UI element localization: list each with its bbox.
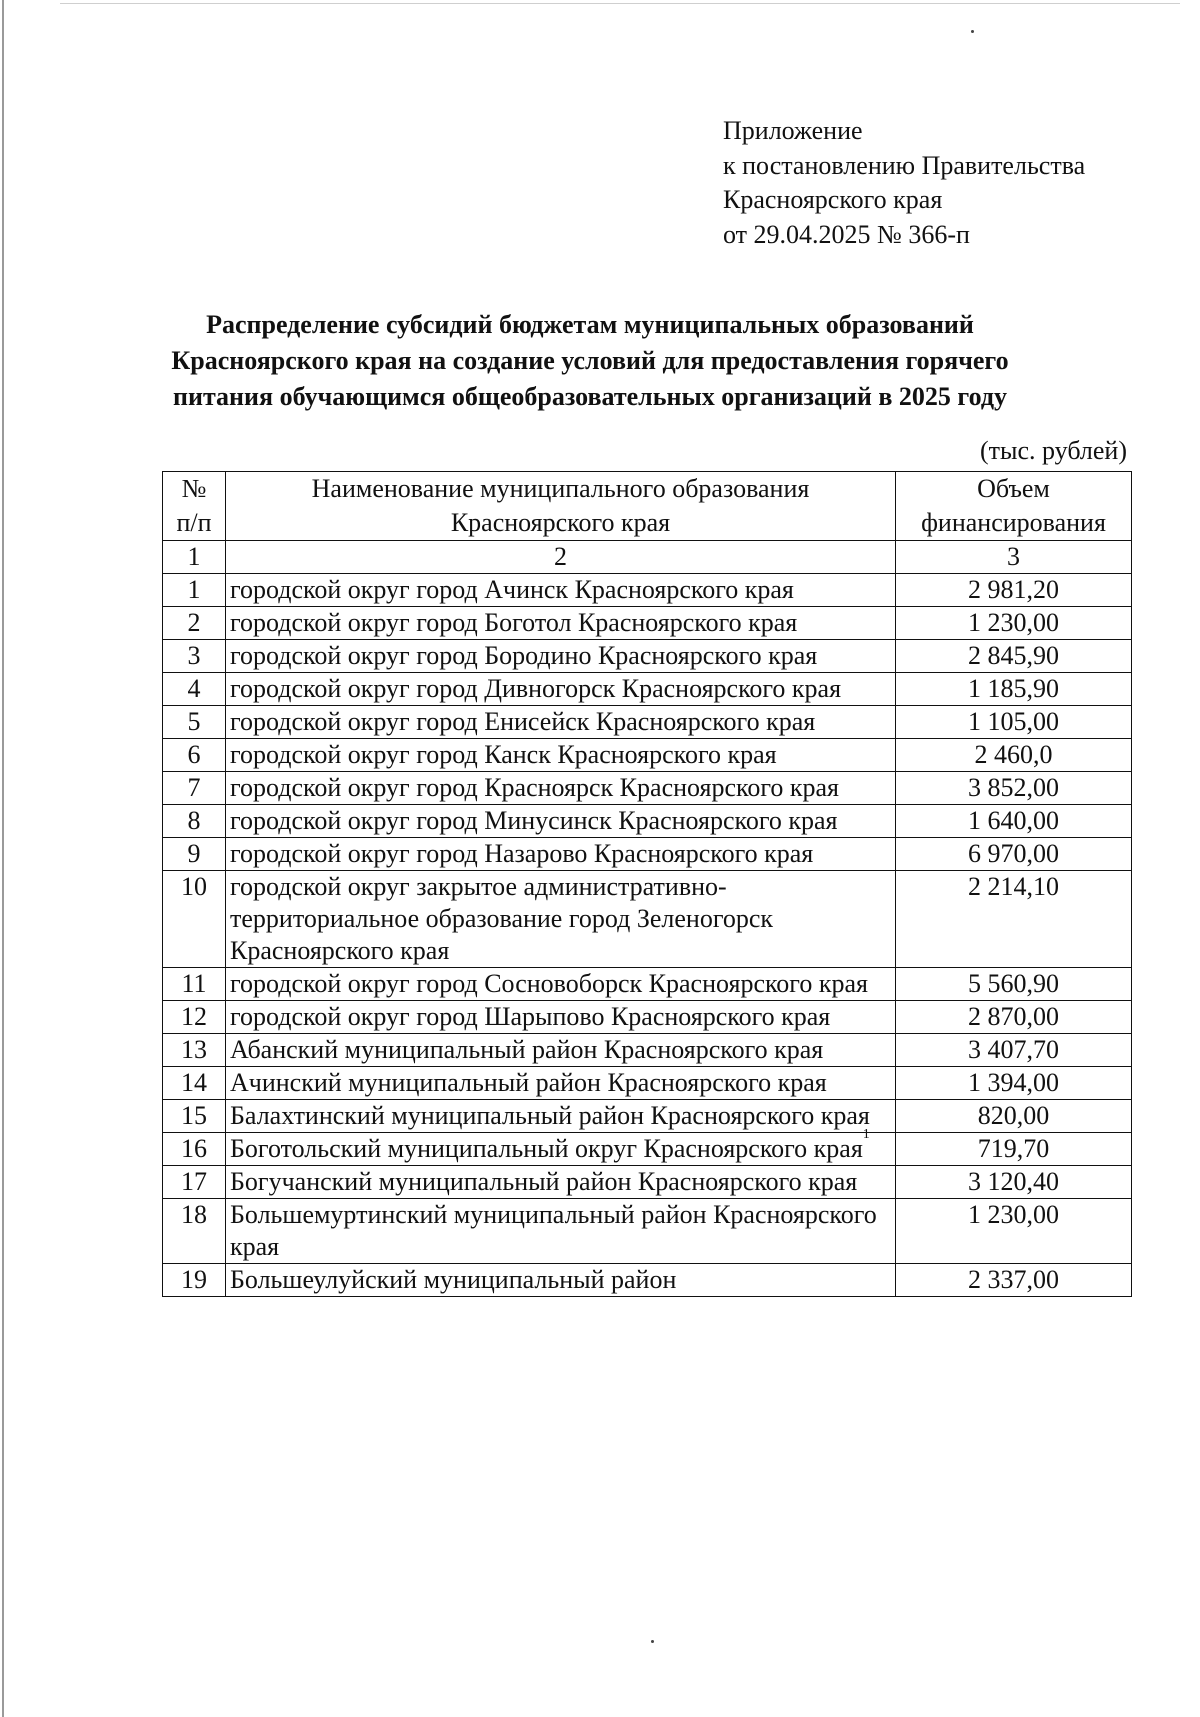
units-note: (тыс. рублей) bbox=[979, 436, 1127, 465]
municipality-name-text: городской округ город Енисейск Красноярского края bbox=[230, 707, 816, 736]
table-row bbox=[163, 706, 1132, 739]
row-number: 2 bbox=[163, 607, 226, 640]
table-row bbox=[163, 1001, 1132, 1034]
municipality-name bbox=[226, 1001, 896, 1034]
financing-amount: 3 120,40 bbox=[896, 1166, 1132, 1199]
municipality-name bbox=[226, 838, 896, 871]
table-row bbox=[163, 1034, 1132, 1067]
row-number: 18 bbox=[163, 1199, 226, 1264]
municipality-name-text: Абанский муниципальный район Красноярского края bbox=[230, 1035, 824, 1064]
municipality-name-text: городской округ город Боготол Красноярского края bbox=[230, 608, 798, 637]
municipality-name-text: городской округ город Шарыпово Красноярского края bbox=[230, 1002, 831, 1031]
municipality-name-text: городской округ город Минусинск Красноярского края bbox=[230, 806, 838, 835]
financing-amount: 1 640,00 bbox=[896, 805, 1132, 838]
municipality-name bbox=[226, 1127, 896, 1166]
row-number: 4 bbox=[163, 673, 226, 706]
table-row bbox=[163, 772, 1132, 805]
municipality-name-text: городской округ город Красноярск Красноярского края bbox=[230, 773, 839, 802]
row-number: 8 bbox=[163, 805, 226, 838]
municipality-name bbox=[226, 1264, 896, 1297]
financing-amount: 2 870,00 bbox=[896, 1001, 1132, 1034]
municipality-name-text: Богучанский муниципальный район Красноярского края bbox=[230, 1167, 858, 1196]
financing-amount: 1 185,90 bbox=[896, 673, 1132, 706]
scan-edge-left bbox=[2, 0, 4, 1717]
financing-amount: 2 214,10 bbox=[896, 871, 1132, 968]
financing-amount: 1 230,00 bbox=[896, 607, 1132, 640]
municipality-name-text: городской округ город Ачинск Красноярского края bbox=[230, 575, 794, 604]
row-number: 7 bbox=[163, 772, 226, 805]
financing-amount: 1 105,00 bbox=[896, 706, 1132, 739]
municipality-name-text: городской округ город Канск Красноярского края bbox=[230, 740, 777, 769]
header-amount-line-2: финансирования bbox=[921, 508, 1106, 537]
table-row bbox=[163, 673, 1132, 706]
row-number: 3 bbox=[163, 640, 226, 673]
table-row bbox=[163, 871, 1132, 968]
title-line-3: питания обучающимся общеобразовательных организаций в 2025 году bbox=[173, 382, 1007, 411]
municipality-name bbox=[226, 640, 896, 673]
financing-table bbox=[162, 471, 1132, 1297]
footnote-marker: 1 bbox=[862, 1127, 870, 1142]
header-number bbox=[163, 472, 226, 541]
financing-amount: 2 845,90 bbox=[896, 640, 1132, 673]
table-row bbox=[163, 1264, 1132, 1297]
title-line-2: Красноярского края на создание условий для предоставления горячего bbox=[171, 346, 1009, 375]
table-row bbox=[163, 1133, 1132, 1166]
municipality-name-text: городской округ город Назарово Красноярского края bbox=[230, 839, 814, 868]
appendix-block bbox=[723, 114, 1085, 252]
municipality-name-text: городской округ город Сосновоборск Красноярского края bbox=[230, 969, 868, 998]
municipality-name-text: городской округ закрытое административно-территориальное образование город Зеленогорск Красноярского края bbox=[230, 872, 774, 965]
header-amount bbox=[896, 472, 1132, 541]
municipality-name bbox=[226, 772, 896, 805]
municipality-name bbox=[226, 1166, 896, 1199]
table-row bbox=[163, 1067, 1132, 1100]
header-name-line-1: Наименование муниципального образования bbox=[311, 474, 810, 503]
column-number-row bbox=[163, 541, 1132, 574]
municipality-name-text: Балахтинский муниципальный район Красноярского края bbox=[230, 1101, 870, 1130]
municipality-name-text: Большемуртинский муниципальный район Красноярского края bbox=[230, 1200, 877, 1261]
appendix-line-1: Приложение bbox=[723, 116, 863, 145]
municipality-name-text: Большеулуйский муниципальный район bbox=[230, 1265, 677, 1294]
row-number: 12 bbox=[163, 1001, 226, 1034]
title-line-1: Распределение субсидий бюджетам муниципальных образований bbox=[206, 310, 974, 339]
scan-speck bbox=[971, 30, 974, 33]
municipality-name bbox=[226, 706, 896, 739]
municipality-name bbox=[226, 1100, 896, 1133]
header-name-line-2: Красноярского края bbox=[450, 508, 671, 537]
table-row bbox=[163, 1166, 1132, 1199]
municipality-name bbox=[226, 968, 896, 1001]
financing-amount: 719,70 bbox=[896, 1133, 1132, 1166]
municipality-name-text: Ачинский муниципальный район Красноярского края bbox=[230, 1068, 827, 1097]
financing-amount: 6 970,00 bbox=[896, 838, 1132, 871]
scan-edge-top bbox=[60, 3, 1180, 4]
financing-amount: 1 394,00 bbox=[896, 1067, 1132, 1100]
municipality-name bbox=[226, 871, 896, 968]
appendix-line-2: к постановлению Правительства bbox=[723, 150, 1086, 180]
row-number: 5 bbox=[163, 706, 226, 739]
municipality-name bbox=[226, 574, 896, 607]
financing-amount: 2 337,00 bbox=[896, 1264, 1132, 1297]
row-number: 9 bbox=[163, 838, 226, 871]
table-row bbox=[163, 838, 1132, 871]
municipality-name bbox=[226, 739, 896, 772]
row-number: 11 bbox=[163, 968, 226, 1001]
row-number: 14 bbox=[163, 1067, 226, 1100]
appendix-line-4: от 29.04.2025 № 366-п bbox=[723, 219, 970, 249]
municipality-name bbox=[226, 673, 896, 706]
financing-amount: 2 981,20 bbox=[896, 574, 1132, 607]
financing-amount: 3 407,70 bbox=[896, 1034, 1132, 1067]
column-number: 1 bbox=[163, 541, 226, 574]
municipality-name bbox=[226, 1034, 896, 1067]
table-row bbox=[163, 739, 1132, 772]
financing-amount: 2 460,0 bbox=[896, 739, 1132, 772]
row-number: 17 bbox=[163, 1166, 226, 1199]
table-row bbox=[163, 968, 1132, 1001]
row-number: 15 bbox=[163, 1100, 226, 1133]
header-amount-line-1: Объем bbox=[977, 474, 1050, 503]
financing-amount: 5 560,90 bbox=[896, 968, 1132, 1001]
financing-amount: 820,00 bbox=[896, 1100, 1132, 1133]
municipality-name bbox=[226, 1199, 896, 1264]
municipality-name bbox=[226, 1067, 896, 1100]
table-row bbox=[163, 607, 1132, 640]
table-row bbox=[163, 1100, 1132, 1133]
row-number: 19 bbox=[163, 1264, 226, 1297]
column-number: 2 bbox=[226, 541, 896, 574]
municipality-name-text: городской округ город Дивногорск Красноярского края bbox=[230, 674, 842, 703]
table-row bbox=[163, 1199, 1132, 1264]
table-header-row bbox=[163, 472, 1132, 541]
table-row bbox=[163, 640, 1132, 673]
row-number: 1 bbox=[163, 574, 226, 607]
table-row bbox=[163, 574, 1132, 607]
column-number: 3 bbox=[896, 541, 1132, 574]
financing-amount: 3 852,00 bbox=[896, 772, 1132, 805]
table-row bbox=[163, 805, 1132, 838]
municipality-name-text: городской округ город Бородино Красноярского края bbox=[230, 641, 818, 670]
municipality-name bbox=[226, 805, 896, 838]
financing-amount: 1 230,00 bbox=[896, 1199, 1132, 1264]
municipality-name-text: Боготольский муниципальный округ Красноярского края bbox=[230, 1134, 863, 1163]
header-number-line-1: № bbox=[181, 474, 207, 503]
scan-speck bbox=[651, 1640, 654, 1643]
header-name bbox=[226, 472, 896, 541]
row-number: 13 bbox=[163, 1034, 226, 1067]
header-number-line-2: п/п bbox=[176, 508, 212, 537]
appendix-line-3: Красноярского края bbox=[723, 185, 943, 214]
row-number: 10 bbox=[163, 871, 226, 968]
row-number: 16 bbox=[163, 1133, 226, 1166]
municipality-name bbox=[226, 607, 896, 640]
row-number: 6 bbox=[163, 739, 226, 772]
document-title bbox=[120, 307, 1060, 415]
